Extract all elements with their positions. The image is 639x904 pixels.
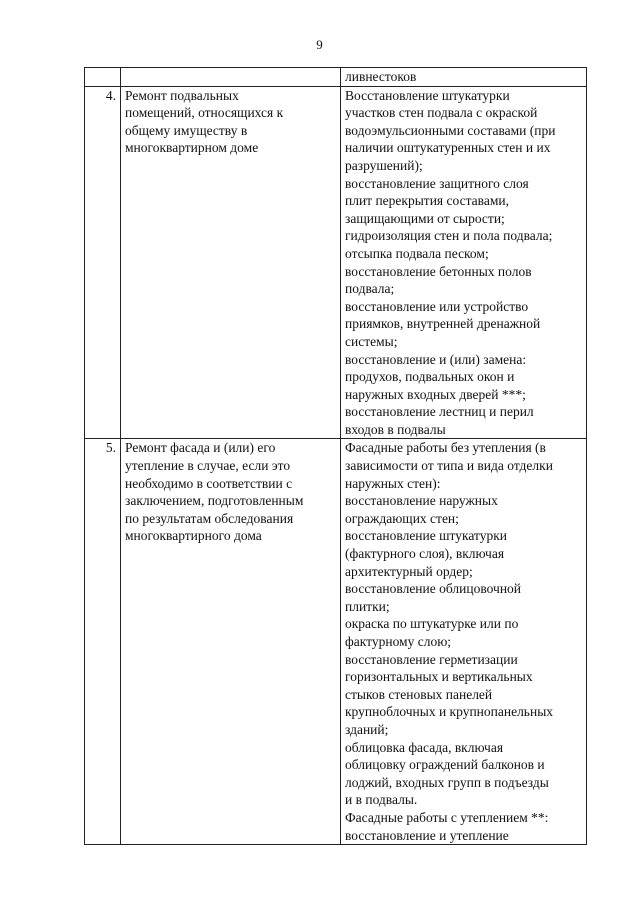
work-item-line: входов в подвалы — [345, 421, 446, 437]
work-item-line: восстановление наружных — [345, 493, 498, 509]
work-item-line: водоэмульсионными составами (при — [345, 122, 556, 138]
work-item-line: горизонтальных и вертикальных — [345, 669, 533, 685]
work-item-line: восстановление штукатурки — [345, 528, 507, 544]
work-item-line: восстановление и утепление — [345, 827, 509, 843]
work-item-line: гидроизоляция стен и пола подвала; — [345, 228, 553, 244]
work-name-line: Ремонт фасада и (или) его — [125, 440, 276, 456]
work-item-line: восстановление или устройство — [345, 298, 529, 314]
work-item-line: архитектурный ордер; — [345, 563, 473, 579]
work-name-line: помещений, относящихся к — [125, 105, 284, 121]
work-name-line: многоквартирного дома — [125, 528, 262, 544]
works-table — [84, 67, 587, 845]
work-item-line: продухов, подвальных окон и — [345, 369, 515, 385]
work-item-line: Фасадные работы с утеплением **: — [345, 809, 549, 825]
work-name-line: по результатам обследования — [125, 510, 294, 526]
work-item-line: приямков, внутренней дренажной — [345, 316, 541, 332]
work-item-line: наружных стен): — [345, 475, 441, 491]
work-item-line: ограждающих стен; — [345, 510, 459, 526]
work-item-line: наличии оштукатуренных стен и их — [345, 140, 551, 156]
works-list-cell — [341, 68, 587, 87]
work-item-line: восстановление лестниц и перил — [345, 404, 534, 420]
work-name-line: необходимо в соответствии с — [125, 475, 293, 491]
page-number: 9 — [316, 37, 323, 52]
work-item-line: восстановление защитного слоя — [345, 175, 529, 191]
work-item-line: крупноблочных и крупнопанельных — [345, 704, 554, 720]
work-item-line: восстановление герметизации — [345, 651, 518, 667]
work-item-line: облицовку ограждений балконов и — [345, 757, 545, 773]
work-item-line: стыков стеновых панелей — [345, 686, 493, 702]
work-item-line: Восстановление штукатурки — [345, 87, 510, 103]
work-item-line: лоджий, входных групп в подъезды — [345, 774, 549, 790]
work-item-line: восстановление бетонных полов — [345, 263, 532, 279]
work-name-line: заключением, подготовленным — [125, 493, 304, 509]
work-name-cell — [121, 86, 341, 439]
work-name-cell — [121, 439, 341, 845]
work-item-line: зависимости от типа и вида отделки — [345, 458, 553, 474]
work-item-line: наружных входных дверей ***; — [345, 386, 526, 402]
work-item-line: окраска по штукатурке или по — [345, 616, 519, 632]
work-name-line: Ремонт подвальных — [125, 87, 239, 103]
row-number-text: 4. — [105, 87, 116, 103]
work-item-line: участков стен подвала с окраской — [345, 105, 538, 121]
row-number — [85, 86, 121, 439]
work-item-line: отсыпка подвала песком; — [345, 245, 489, 261]
works-list-cell — [341, 86, 587, 439]
row-number — [85, 439, 121, 845]
work-name-line: общему имуществу в — [125, 122, 248, 138]
work-item-line: и в подвалы. — [345, 792, 418, 808]
work-item-line: плитки; — [345, 598, 390, 614]
work-item-line: восстановление и (или) замена: — [345, 351, 527, 367]
works-list-cell — [341, 439, 587, 845]
work-item-line: ливнестоков — [345, 69, 417, 84]
work-name-line: утепление в случае, если это — [125, 458, 291, 474]
work-item-line: подвала; — [345, 281, 395, 297]
work-item-line: разрушений); — [345, 157, 423, 173]
row-number — [85, 68, 121, 87]
work-item-line: защищающими от сырости; — [345, 210, 505, 226]
work-item-line: фактурному слою; — [345, 634, 452, 649]
work-item-line: восстановление облицовочной — [345, 581, 522, 597]
work-item-line: (фактурного слоя), включая — [345, 546, 505, 562]
work-item-line: плит перекрытия составами, — [345, 193, 509, 209]
work-item-line: облицовка фасада, включая — [345, 739, 504, 755]
table-row — [85, 86, 587, 439]
work-name-cell — [121, 68, 341, 87]
work-item-line: системы; — [345, 333, 398, 349]
table-row — [85, 68, 587, 87]
work-item-line: Фасадные работы без утепления (в — [345, 440, 546, 456]
work-item-line: зданий; — [345, 721, 389, 737]
work-name-line: многоквартирном доме — [125, 140, 259, 156]
table-row — [85, 439, 587, 845]
row-number-text: 5. — [105, 440, 116, 456]
